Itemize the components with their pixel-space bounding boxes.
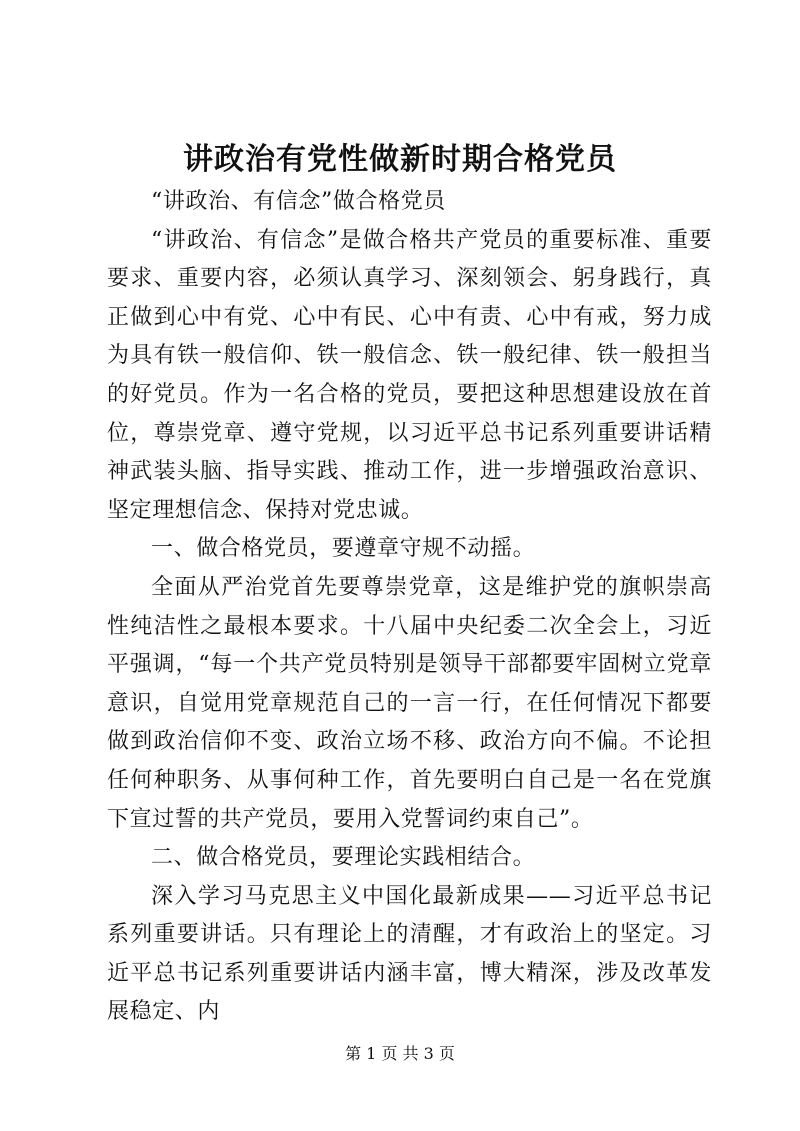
paragraph: 深入学习马克思主义中国化最新成果——习近平总书记系列重要讲话。只有理论上的清醒，才有政治上的坚定。习近平总书记系列重要讲话内涵丰富，博大精深，涉及改革发展稳定、内 (107, 883, 712, 1025)
paragraph-subtitle: “讲政治、有信念”做合格党员 (151, 189, 446, 214)
page-number-footer: 第 1 页 共 3 页 (345, 1044, 455, 1063)
section-heading: 二、做合格党员，要理论实践相结合。 (151, 845, 536, 871)
paragraph: 全面从严治党首先要尊崇党章，这是维护党的旗帜崇高性纯洁性之最根本要求。十八届中央纪委二次全会上，习近平强调，“每一个共产党员特别是领导干部都要牢固树立党章意识，自觉用党章规范自己的一言一行，在任何情况下都要做到政治信仰不变、政治立场不移、政治方向不偏。不论担任何种职务、从事何种工作，首先要明白自己是一名在党旗下宣过誓的共产党员，要用入党誓词约束自己”。 (107, 574, 712, 832)
document-body (107, 183, 712, 1032)
paragraph: “讲政治、有信念”是做合格共产党员的重要标准、重要要求、重要内容，必须认真学习、深刻领会、躬身践行，真正做到心中有党、心中有民、心中有责、心中有戒，努力成为具有铁一般信仰、铁一般信念、铁一般纪律、铁一般担当的好党员。作为一名合格的党员，要把这种思想建设放在首位，尊崇党章、遵守党规，以习近平总书记系列重要讲话精神武装头脑、指导实践、推动工作，进一步增强政治意识、坚定理想信念、保持对党忠诚。 (107, 227, 712, 523)
document-title: 讲政治有党性做新时期合格党员 (183, 142, 617, 177)
section-heading: 一、做合格党员，要遵章守规不动摇。 (151, 536, 536, 562)
